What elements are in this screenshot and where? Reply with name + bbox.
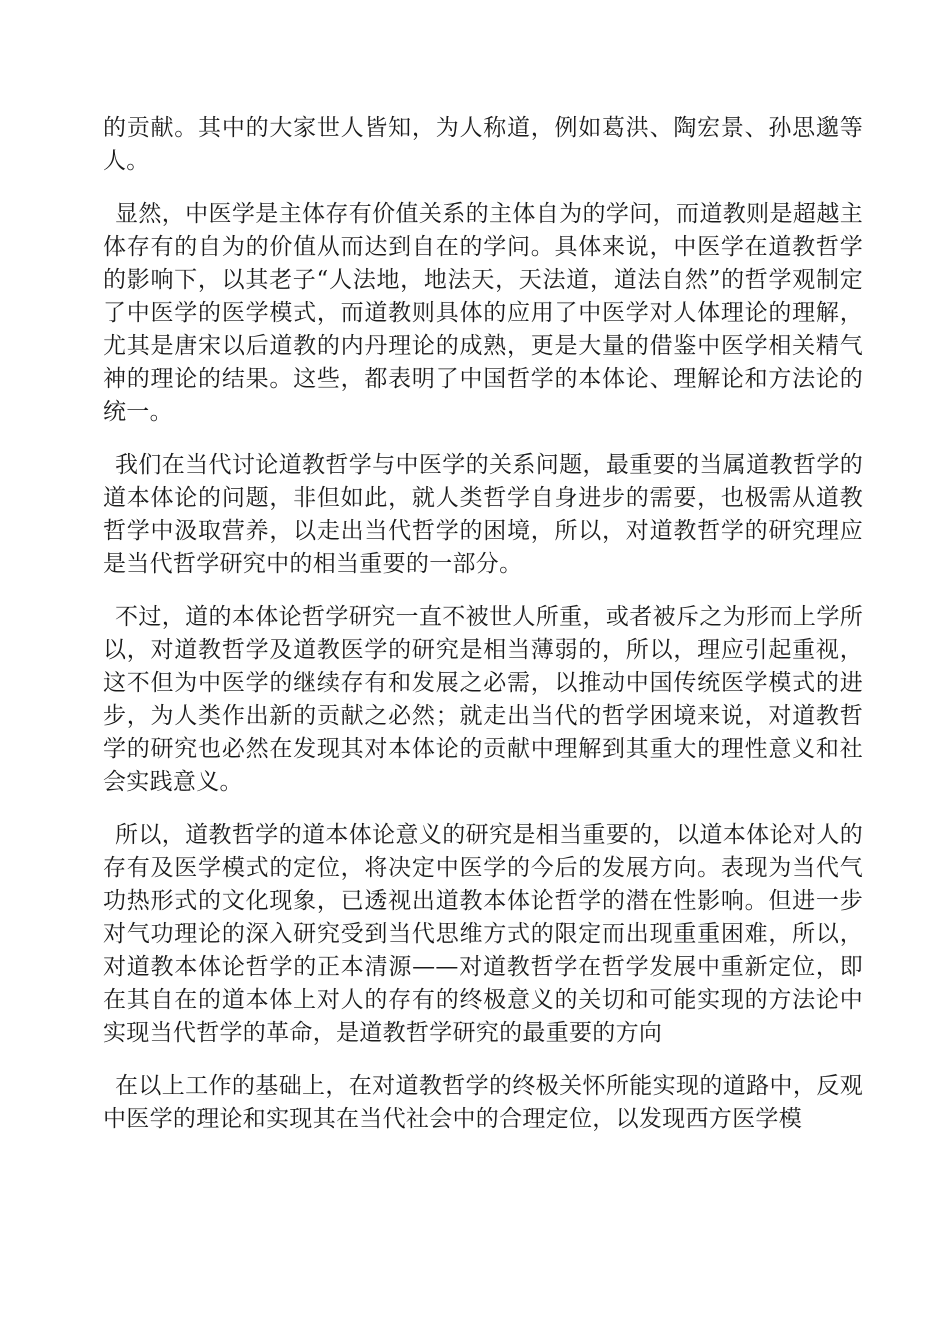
paragraph-1: 的贡献。其中的大家世人皆知，为人称道，例如葛洪、陶宏景、孙思邈等人。 <box>103 115 863 174</box>
paragraph-4: 不过，道的本体论哲学研究一直不被世人所重，或者被斥之为形而上学所以，对道教哲学及道教医学的研究是相当薄弱的，所以，理应引起重视，这不但为中医学的继续存有和发展之必需，以推动中国传统医学模式的进步，为人类作出新的贡献之必然；就走出当代的哲学困境来说，对道教哲学的研究也必然在发现其对本体论的贡献中理解到其重大的理性意义和社会实践意义。 <box>103 604 863 795</box>
document-body <box>103 112 863 1156</box>
paragraph-5: 所以，道教哲学的道本体论意义的研究是相当重要的，以道本体论对人的存有及医学模式的定位，将决定中医学的今后的发展方向。表现为当代气功热形式的文化现象，已透视出道教本体论哲学的潜在性影响。但进一步对气功理论的深入研究受到当代思维方式的限定而出现重重困难，所以，对道教本体论哲学的正本清源——对道教哲学在哲学发展中重新定位，即在其自在的道本体上对人的存有的终极意义的关切和可能实现的方法论中实现当代哲学的革命，是道教哲学研究的最重要的方向 <box>103 822 863 1046</box>
paragraph-6: 在以上工作的基础上，在对道教哲学的终极关怀所能实现的道路中，反观中医学的理论和实现其在当代社会中的合理定位，以发现西方医学模 <box>103 1073 863 1132</box>
paragraph-2: 显然，中医学是主体存有价值关系的主体自为的学问，而道教则是超越主体存有的自为的价值从而达到自在的学问。具体来说，中医学在道教哲学的影响下，以其老子“人法地，地法天，天法道，道法自然”的哲学观制定了中医学的医学模式，而道教则具体的应用了中医学对人体理论的理解，尤其是唐宋以后道教的内丹理论的成熟，更是大量的借鉴中医学相关精气神的理论的结果。这些，都表明了中国哲学的本体论、理解论和方法论的统一。 <box>103 201 863 425</box>
paragraph-3: 我们在当代讨论道教哲学与中医学的关系问题，最重要的当属道教哲学的道本体论的问题，非但如此，就人类哲学自身进步的需要，也极需从道教哲学中汲取营养，以走出当代哲学的困境，所以，对道教哲学的研究理应是当代哲学研究中的相当重要的一部分。 <box>103 452 863 577</box>
